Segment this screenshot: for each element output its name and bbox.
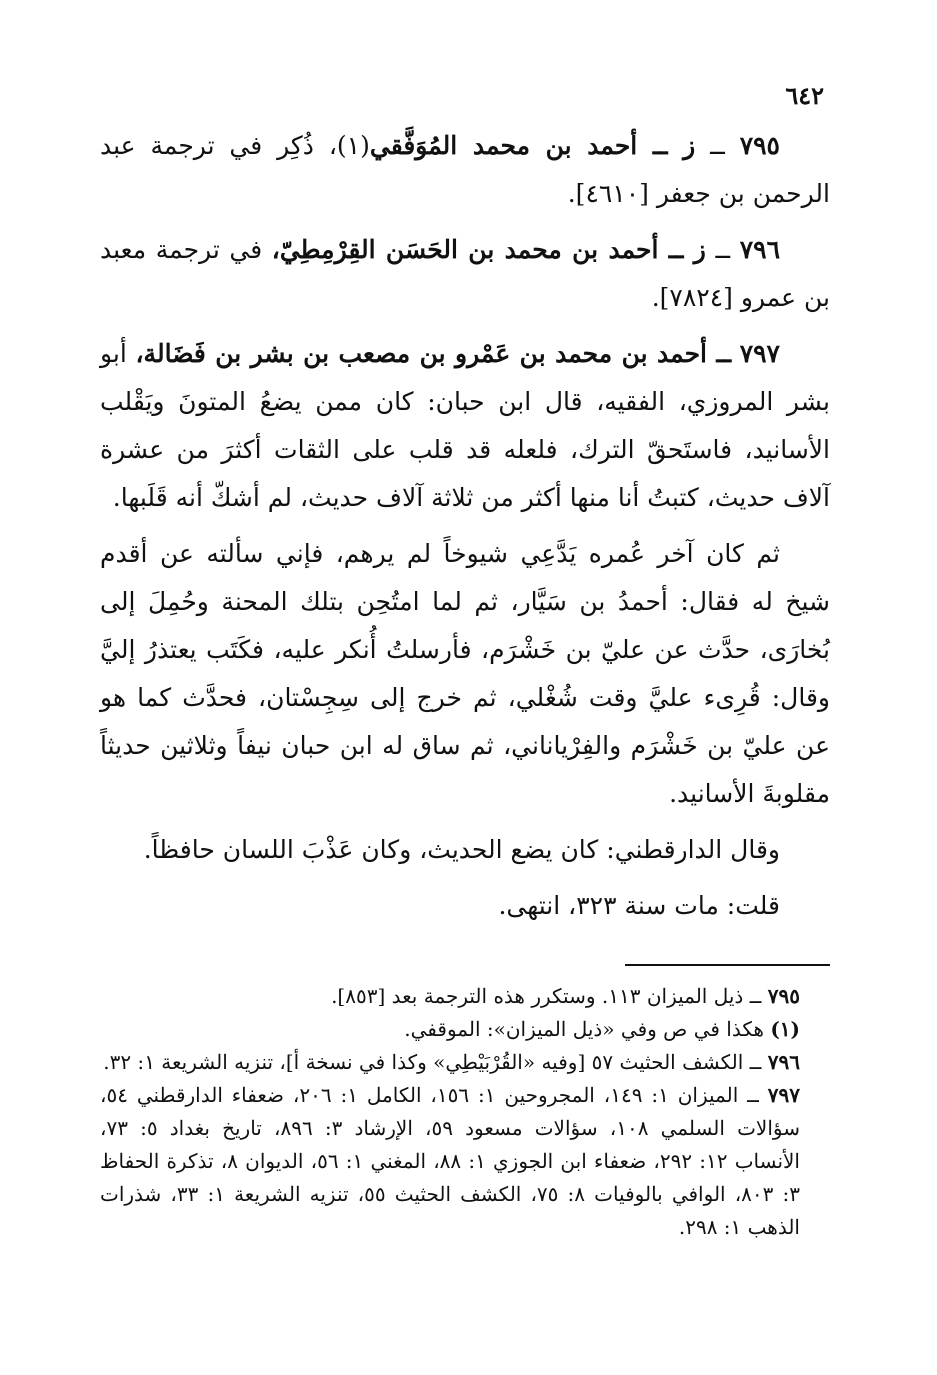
book-page (100, 80, 830, 1244)
footnote-text: ــ الكشف الحثيث ٥٧ [وفيه «القُرْبَيْطِي» وكذا في نسخة أ]، تنزيه الشريعة ١: ٣٢. (103, 1050, 762, 1074)
entry-797 (100, 330, 830, 522)
body-paragraph: وقال الدارقطني: كان يضع الحديث، وكان عَذْبَ اللسان حافظاً. (143, 835, 780, 864)
footnote-number: ٧٩٦ (767, 1050, 800, 1074)
entry-name: ز ــ أحمد بن محمد المُوَفَّقي (369, 131, 696, 160)
entry-separator: ــ (695, 131, 725, 160)
footnote-number: (١) (770, 1017, 800, 1041)
entry-text: (١)، ذُكِر في ترجمة عبد الرحمن بن جعفر [٤٦١٠]. (100, 131, 830, 208)
body-paragraph: ثم كان آخر عُمره يَدَّعِي شيوخاً لم يرهم، فإني سألته عن أقدم شيخ له فقال: أحمدُ بن سَيَّار، ثم لما امتُحِن بتلك المحنة وحُمِلَ إلى بُخارَى، حدَّث عن عليّ بن خَشْرَم، فأرسلتُ أُنكر عليه، فكَتَب يعتذرُ إليَّ وقال: قُرِىء عليَّ وقت شُغْلي، ثم خرج إلى سِجِسْتان، فحدَّث كما هو عن عليّ بن خَشْرَم والفِرْياناني، ثم ساق له ابن حبان نيفاً وثلاثين حديثاً مقلوبةَ الأسانيد. (100, 539, 830, 808)
entry-name: ز ــ أحمد بن محمد بن الحَسَن القِرْمِطِيّ، (271, 235, 706, 264)
entry-796 (100, 226, 830, 322)
entry-text: في ترجمة معبد بن عمرو [٧٨٢٤]. (100, 235, 830, 312)
footnote-795 (100, 980, 830, 1013)
footnote-text: ــ ذيل الميزان ١١٣. وستكرر هذه الترجمة بعد [٨٥٣]. (331, 984, 762, 1008)
entry-number: ٧٩٦ (739, 235, 781, 264)
footnote-text: هكذا في ص وفي «ذيل الميزان»: الموقفي. (404, 1017, 764, 1041)
footnote-text: ــ الميزان ١: ١٤٩، المجروحين ١: ١٥٦، الكامل ١: ٢٠٦، ضعفاء الدارقطني ٥٤، سؤالات السلمي ١٠٨، سؤالات مسعود ٥٩، الإرشاد ٣: ٨٩٦، تاريخ بغداد ٥: ٧٣، الأنساب ١٢: ٢٩٢، ضعفاء ابن الجوزي ١: ٨٨، المغني ١: ٥٦، الديوان ٨، تذكرة الحفاظ ٣: ٨٠٣، الوافي بالوفيات ٨: ٧٥، الكشف الحثيث ٥٥، تنزيه الشريعة ١: ٣٣، شذرات الذهب ١: ٢٩٨. (100, 1083, 801, 1239)
entry-name: ــ أحمد بن محمد بن عَمْرو بن مصعب بن بشر بن فَضَالة، (135, 339, 732, 368)
footnote-797 (100, 1079, 830, 1244)
body-paragraph: قلت: مات سنة ٣٢٣، انتهى. (498, 891, 780, 920)
entry-separator: ــ (705, 235, 731, 264)
footnote-number: ٧٩٥ (767, 984, 800, 1008)
footnote-number: ٧٩٧ (767, 1083, 800, 1107)
footnote-1 (100, 1013, 830, 1046)
entry-number: ٧٩٧ (739, 339, 780, 368)
entry-number: ٧٩٥ (739, 131, 780, 160)
page-number: ٦٤٢ (785, 81, 824, 110)
footnote-796 (100, 1046, 830, 1079)
footnote-divider (625, 964, 830, 966)
entry-795 (100, 122, 830, 218)
entry-text: أبو بشر المروزي، الفقيه، قال ابن حبان: كان ممن يضعُ المتونَ ويَقْلب الأسانيد، فاستَحقّ الترك، فلعله قد قلب على الثقات أكثرَ من عشرة آلاف حديث، كتبتُ أنا منها أكثر من ثلاثة آلاف حديث، لم أشكّ أنه قَلَبها. (100, 339, 830, 512)
